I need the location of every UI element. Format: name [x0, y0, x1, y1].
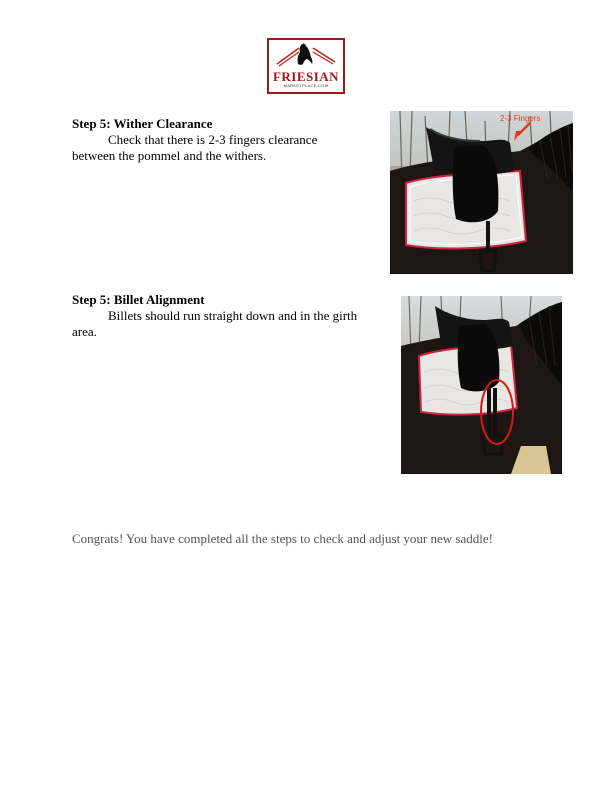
congrats-message: Congrats! You have completed all the steps to check and adjust your new saddle! — [72, 531, 493, 546]
step-title: Step 5: Wither Clearance — [72, 116, 213, 131]
friesian-logo — [267, 38, 345, 94]
logo-name: FRIESIAN — [272, 69, 340, 84]
billet-alignment-photo — [401, 296, 562, 474]
step-body: Billets should run straight down and in the girth area. — [72, 308, 358, 339]
step-title: Step 5: Billet Alignment — [72, 292, 205, 307]
wither-clearance-photo — [390, 111, 573, 274]
step-body: Check that there is 2-3 fingers clearance between the pommel and the withers. — [72, 132, 318, 163]
step-wither-clearance — [72, 116, 362, 164]
step-billet-alignment — [72, 292, 382, 340]
photo-annotation-label: 2-3 Fingers — [500, 114, 541, 123]
logo-subtext: MARKETPLACE.COM — [283, 83, 329, 88]
